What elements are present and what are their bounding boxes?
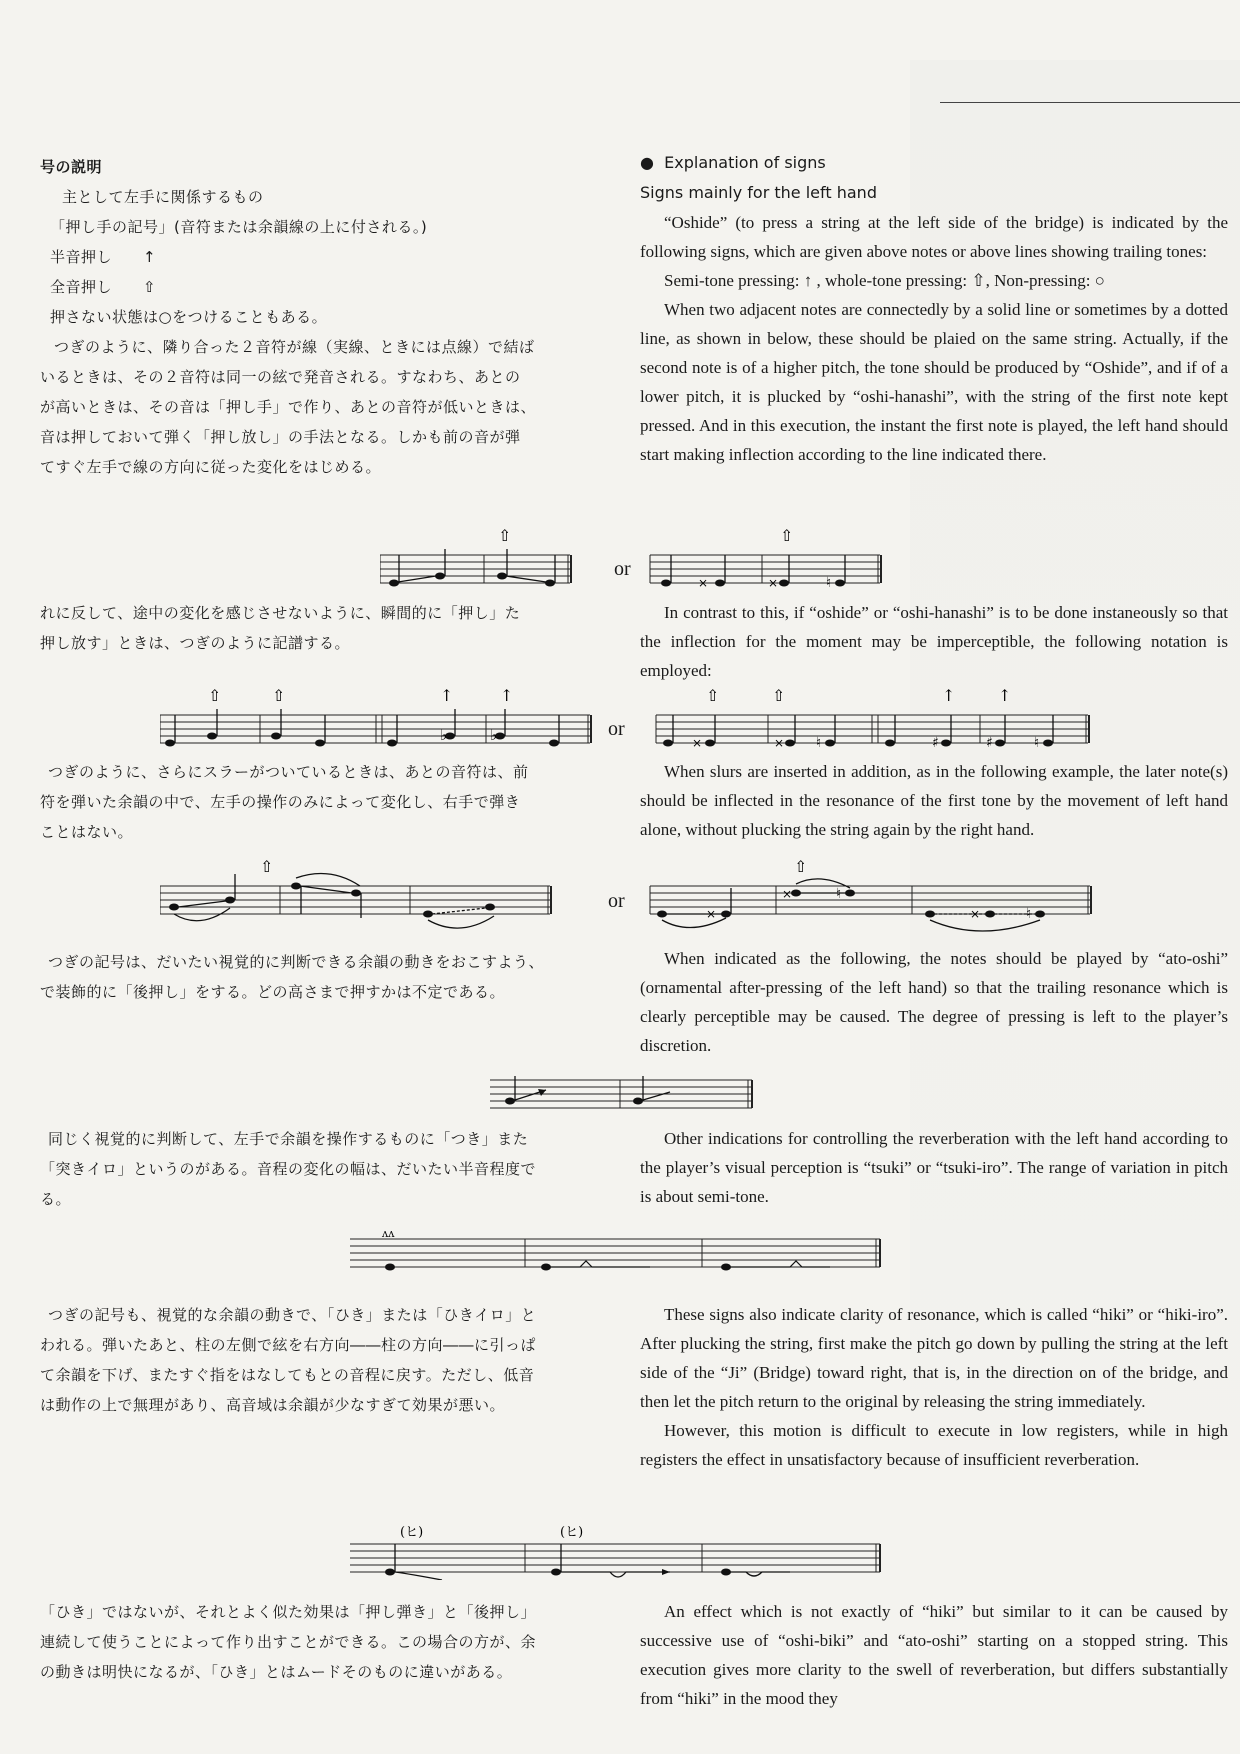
whole-tone-arrow-icon: ⇧ — [706, 686, 720, 705]
en-para8: However, this motion is difficult to execute in low registers, while in high registers the effect in unsatisfactory because of insufficient reverberation. — [640, 1421, 1228, 1469]
double-sharp-icon: × — [774, 736, 785, 750]
jp-para6-line: て余韻を下げ、またすぐ指をはなしてもとの音程に戻す。ただし、低音 — [40, 1366, 535, 1384]
jp-para1-line: てすぐ左手で線の方向に従った変化をはじめる。 — [40, 458, 382, 476]
top-rule — [940, 102, 1240, 103]
music-example-6 — [350, 1520, 890, 1580]
jp-para2-line: れに反して、途中の変化を感じさせないように、瞬間的に「押し」た — [40, 604, 521, 622]
natural-icon: ♮ — [836, 886, 842, 902]
jp-para5 — [40, 1124, 600, 1214]
en-para7: These signs also indicate clarity of resonance, which is called “hiki” or “hiki-iro”. After plucking the string, first make the pitch go down by pulling the string at the left side of the “Ji” (Bridge) toward right, that is, in the direction on of the bridge, and then let the pitch return to the original by releasing the string immediately. — [640, 1305, 1228, 1411]
semitone-arrow-icon: ↑ — [942, 686, 956, 705]
jp-top-block — [40, 152, 600, 482]
jp-para5-line: る。 — [40, 1190, 72, 1208]
music-example-1 — [380, 525, 1220, 595]
jp-subheading: 主として左手に関係するもの — [62, 188, 264, 206]
arrowhead — [662, 1569, 670, 1575]
en-signs: Semi-tone pressing: ↑ , whole-tone pressing: ⇧, Non-pressing: ○ — [664, 271, 1105, 290]
semitone-arrow-icon: ↑ — [998, 686, 1012, 705]
en-para4: When slurs are inserted in addition, as in the following example, the later note(s) should be inflected in the resonance of the first tone by the movement of left hand alone, without plucking the string again by the right hand. — [640, 762, 1228, 839]
en-para3-wrap — [640, 598, 1228, 685]
flat-icon: ♭ — [490, 726, 498, 744]
whole-tone-arrow-icon: ⇧ — [780, 526, 794, 545]
en-para9-wrap — [640, 1597, 1228, 1713]
jp-para7-line: の動きは明快になるが、「ひき」とはムードそのものに違いがある。 — [40, 1663, 513, 1681]
jp-para7 — [40, 1597, 610, 1687]
jp-para7-line: 連続して使うことによって作り出すことができる。この場合の方が、余 — [40, 1633, 537, 1651]
double-sharp-icon: × — [768, 576, 779, 590]
semitone-arrow-icon: ↑ — [440, 686, 454, 705]
or-label: or — [608, 890, 625, 912]
jp-para1-line: つぎのように、隣り合った２音符が線（実線、ときには点線）で結ば — [54, 338, 535, 356]
hi-label: (ヒ) — [400, 1525, 424, 1540]
en-para6: Other indications for controlling the reverberation with the left hand according to the player’s visual perception is “tsuki” or “tsuki-iro”. The range of variation in pitch is about semi-tone. — [640, 1129, 1228, 1206]
jp-para3 — [40, 757, 600, 847]
or-label: or — [608, 718, 625, 740]
en-para6-wrap — [640, 1124, 1228, 1211]
jp-wholetone: 全音押し ⇧ — [50, 278, 157, 296]
jp-para6 — [40, 1300, 610, 1420]
double-sharp-icon: × — [692, 736, 703, 750]
sharp-icon: ♯ — [932, 735, 939, 751]
semitone-arrow-icon: ↑ — [500, 686, 514, 705]
whole-tone-arrow-icon: ⇧ — [772, 686, 786, 705]
en-para1: “Oshide” (to press a string at the left side of the bridge) is indicated by the following signs, which are given above notes or above lines showing trailing tones: — [640, 213, 1228, 261]
jp-para4 — [40, 947, 600, 1007]
jp-oshide-intro: 「押し手の記号」(音符または余韻線の上に付される。) — [50, 218, 428, 236]
en-top-block — [640, 148, 1228, 469]
sharp-icon: ♯ — [986, 735, 993, 751]
en-heading: Explanation of signs — [664, 153, 826, 172]
music-example-2 — [160, 685, 1240, 755]
en-para3: In contrast to this, if “oshide” or “oshi-hanashi” is to be done instaneously so that the inflection for the moment may be imperceptible, the following notation is employed: — [640, 603, 1228, 680]
bullet-icon: ● — [640, 153, 665, 172]
jp-para1-line: いるときは、その２音符は同一の絃で発音される。すなわち、あとの — [40, 368, 521, 386]
hi-label: (ヒ) — [560, 1525, 584, 1540]
en-subheading: Signs mainly for the left hand — [640, 183, 877, 202]
jp-para6-line: は動作の上で無理があり、高音域は余韻が少なすぎて効果が悪い。 — [40, 1396, 506, 1414]
mordent-icon: ʌʌ — [382, 1227, 395, 1240]
jp-para6-line: われる。弾いたあと、柱の左側で絃を右方向――柱の方向――に引っぱ — [40, 1336, 537, 1354]
en-para7-8-wrap — [640, 1300, 1228, 1474]
whole-tone-arrow-icon: ⇧ — [208, 686, 222, 705]
or-label: or — [614, 558, 631, 580]
jp-para5-line: 「突きイロ」というのがある。音程の変化の幅は、だいたい半音程度で — [40, 1160, 537, 1178]
en-para2: When two adjacent notes are connectedly by a solid line or sometimes by a dotted line, as shown in below, these should be plaied on the same string. Actually, if the second note is of a higher pitch, the tone should be produced by “Oshide”, and if of a lower pitch, it is plucked by “oshi-hanashi”, with the string of the first note kept pressed. And in this execution, the instant the first note is played, the left hand should start making inflection according to the line indicated there. — [640, 300, 1228, 464]
natural-icon: ♮ — [826, 575, 832, 591]
natural-icon: ♮ — [816, 735, 822, 751]
en-para9: An effect which is not exactly of “hiki” but similar to it can be caused by successive use of “oshi-biki” and “ato-oshi” starting on a stopped string. This execution gives more clarity to the swell of reverberation, but differs substantially from “hiki” in the mood they — [640, 1602, 1228, 1708]
jp-para5-line: 同じく視覚的に判断して、左手で余韻を操作するものに「つき」また — [48, 1130, 529, 1148]
en-para4-wrap — [640, 757, 1228, 844]
jp-semitone: 半音押し ↑ — [50, 248, 157, 266]
jp-para3-line: つぎのように、さらにスラーがついているときは、あとの音符は、前 — [48, 763, 529, 781]
double-sharp-icon: × — [706, 907, 717, 921]
jp-para4-line: で装飾的に「後押し」をする。どの高さまで押すかは不定である。 — [40, 983, 506, 1001]
double-sharp-icon: × — [970, 907, 981, 921]
jp-para3-line: ことはない。 — [40, 823, 134, 841]
jp-para2 — [40, 598, 600, 658]
whole-tone-arrow-icon: ⇧ — [260, 858, 274, 876]
en-para5-wrap — [640, 944, 1228, 1060]
jp-heading: 号の説明 — [40, 158, 103, 176]
jp-para3-line: 符を弾いた余韻の中で、左手の操作のみによって変化し、右手で弾き — [40, 793, 521, 811]
whole-tone-arrow-icon: ⇧ — [272, 686, 286, 705]
music-example-3 — [160, 858, 1240, 938]
jp-para1-line: が高いときは、その音は「押し手」で作り、あとの音符が低いときは、 — [40, 398, 537, 416]
music-example-4 — [490, 1070, 760, 1120]
natural-icon: ♮ — [1034, 735, 1040, 751]
en-para5: When indicated as the following, the notes should be played by “ato-oshi” (ornamental after-pressing of the left hand) so that the trailing resonance which is clearly perceptible may be caused. The degree of pressing is left to the player’s discretion. — [640, 949, 1228, 1055]
whole-tone-arrow-icon: ⇧ — [498, 526, 512, 545]
flat-icon: ♭ — [440, 726, 448, 744]
jp-para1-line: 音は押しておいて弾く「押し放し」の手法となる。しかも前の音が弾 — [40, 428, 521, 446]
double-sharp-icon: × — [698, 576, 709, 590]
music-example-5 — [350, 1225, 890, 1275]
jp-para2-line: 押し放す」ときは、つぎのように記譜する。 — [40, 634, 351, 652]
natural-icon: ♮ — [1026, 906, 1032, 922]
jp-para6-line: つぎの記号も、視覚的な余韻の動きで、「ひき」または「ひきイロ」と — [48, 1306, 537, 1324]
double-sharp-icon: × — [782, 887, 793, 901]
en-heading-row — [640, 148, 1228, 178]
jp-para4-line: つぎの記号は、だいたい視覚的に判断できる余韻の動きをおこすよう、 — [48, 953, 545, 971]
whole-tone-arrow-icon: ⇧ — [794, 858, 808, 876]
jp-nonpress: 押さない状態は○をつけることもある。 — [50, 308, 328, 326]
jp-para7-line: 「ひき」ではないが、それとよく似た効果は「押し弾き」と「後押し」 — [40, 1603, 537, 1621]
